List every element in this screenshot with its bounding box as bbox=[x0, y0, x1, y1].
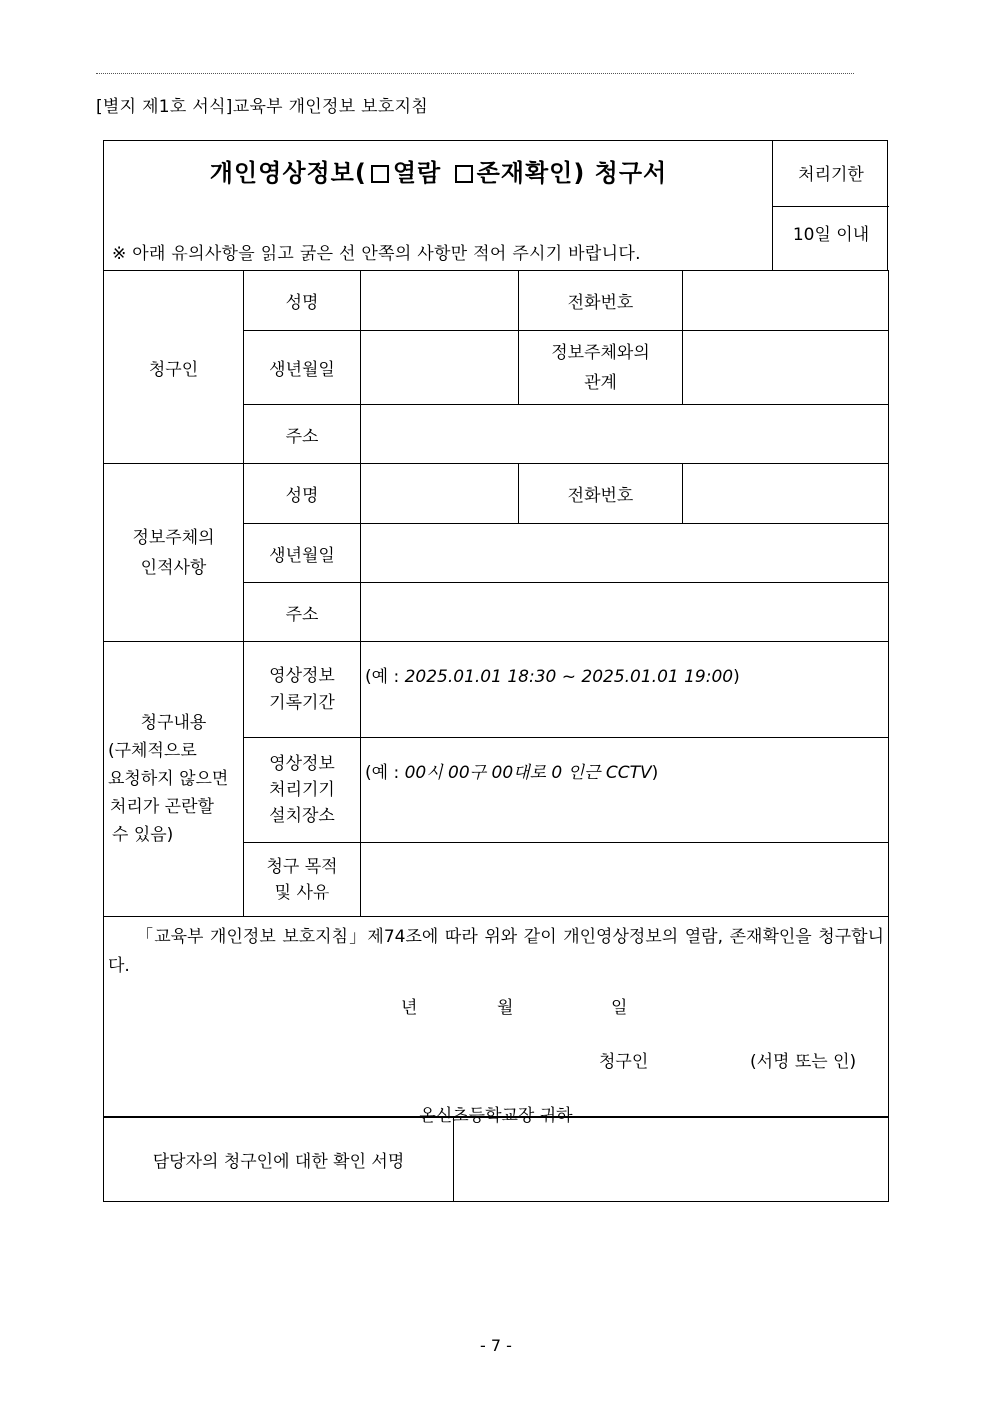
page-number: - 7 - bbox=[480, 1336, 512, 1355]
top-dotted-rule bbox=[96, 73, 854, 74]
period-label-line1: 영상정보 bbox=[269, 665, 335, 686]
addressee: 온신초등학교장 귀하 bbox=[419, 1106, 573, 1126]
requester-address-label: 주소 bbox=[244, 405, 361, 464]
location-label bbox=[244, 738, 361, 843]
option-existence-label: 존재확인) bbox=[476, 159, 586, 187]
option-view-label: 열람 bbox=[392, 159, 442, 187]
subject-phone-label: 전화번호 bbox=[519, 464, 683, 524]
requester-name-label: 성명 bbox=[244, 271, 361, 331]
day-label: 일 bbox=[611, 998, 628, 1018]
location-field[interactable] bbox=[361, 738, 889, 843]
relation-label-line2: 관계 bbox=[584, 372, 617, 393]
location-example-text: 00시 00구 00대로 0 인근 CCTV bbox=[404, 763, 652, 783]
processing-deadline bbox=[772, 141, 889, 270]
location-example-suffix: ) bbox=[651, 763, 659, 783]
form-title bbox=[104, 153, 773, 188]
period-label bbox=[244, 642, 361, 738]
subject-name-label: 성명 bbox=[244, 464, 361, 524]
subject-birth-field[interactable] bbox=[361, 524, 889, 583]
relation-label-line1: 정보주체와의 bbox=[551, 342, 650, 363]
period-label-line2: 기록기간 bbox=[269, 692, 335, 713]
declaration-text: 「교육부 개인정보 보호지침」제74조에 따라 위와 같이 개인영상정보의 열람, 존재확인을 청구합니다. bbox=[108, 927, 884, 976]
verification-label: 담당자의 청구인에 대한 확인 서명 bbox=[104, 1117, 454, 1202]
title-block bbox=[103, 140, 888, 271]
requester-relation-field[interactable] bbox=[683, 331, 889, 405]
subject-address-label: 주소 bbox=[244, 583, 361, 642]
request-section-line3: 요청하지 않으면 bbox=[108, 769, 229, 789]
subject-address-field[interactable] bbox=[361, 583, 889, 642]
view-checkbox[interactable] bbox=[371, 165, 389, 183]
subject-name-field[interactable] bbox=[361, 464, 519, 524]
month-label: 월 bbox=[497, 998, 514, 1018]
instruction-note: ※ 아래 유의사항을 읽고 굵은 선 안쪽의 사항만 적어 주시기 바랍니다. bbox=[112, 244, 641, 264]
location-label-line1: 영상정보 bbox=[269, 754, 335, 774]
request-section-label bbox=[104, 642, 244, 917]
requester-address-field[interactable] bbox=[361, 405, 889, 464]
requester-phone-label: 전화번호 bbox=[519, 271, 683, 331]
verification-table bbox=[103, 1116, 889, 1202]
subject-phone-field[interactable] bbox=[683, 464, 889, 524]
subject-section-label bbox=[104, 464, 244, 642]
subject-birth-label: 생년월일 bbox=[244, 524, 361, 583]
requester-section-label: 청구인 bbox=[104, 271, 244, 464]
location-label-line2: 처리기기 bbox=[269, 780, 335, 800]
request-section-line1: 청구내용 bbox=[140, 713, 207, 733]
period-field[interactable] bbox=[361, 642, 889, 738]
period-example-suffix: ) bbox=[733, 667, 740, 687]
purpose-label-line1: 청구 목적 bbox=[266, 856, 338, 877]
purpose-label bbox=[244, 843, 361, 917]
purpose-label-line2: 및 사유 bbox=[274, 882, 330, 903]
request-form-table bbox=[103, 270, 889, 1126]
subject-section-line1: 정보주체의 bbox=[132, 527, 215, 548]
signature-field[interactable]: (서명 또는 인) bbox=[750, 1052, 857, 1072]
title-prefix: 개인영상정보( bbox=[209, 159, 367, 187]
existence-checkbox[interactable] bbox=[455, 165, 473, 183]
requester-phone-field[interactable] bbox=[683, 271, 889, 331]
location-label-line3: 설치장소 bbox=[269, 806, 335, 826]
period-example-text: 2025.01.01 18:30 ~ 2025.01.01 19:00 bbox=[404, 667, 734, 687]
deadline-label: 처리기한 bbox=[773, 141, 889, 207]
location-example-prefix: (예 : bbox=[365, 763, 405, 783]
signer-label: 청구인 bbox=[599, 1052, 649, 1072]
requester-birth-field[interactable] bbox=[361, 331, 519, 405]
deadline-value: 10일 이내 bbox=[792, 225, 870, 245]
title-suffix: 청구서 bbox=[594, 159, 668, 187]
verification-signature-field[interactable] bbox=[454, 1117, 889, 1202]
requester-birth-label: 생년월일 bbox=[244, 331, 361, 405]
request-section-line5: 수 있음) bbox=[112, 825, 174, 845]
requester-relation-label bbox=[519, 331, 683, 405]
year-label: 년 bbox=[401, 998, 418, 1018]
purpose-field[interactable] bbox=[361, 843, 889, 917]
subject-section-line2: 인적사항 bbox=[140, 557, 207, 578]
request-section-line4: 처리가 곤란할 bbox=[110, 797, 214, 817]
form-number-label: [별지 제1호 서식]교육부 개인정보 보호지침 bbox=[96, 97, 429, 117]
declaration-block bbox=[104, 917, 889, 1126]
request-section-line2: (구체적으로 bbox=[108, 741, 197, 761]
requester-name-field[interactable] bbox=[361, 271, 519, 331]
period-example-prefix: (예 : bbox=[365, 667, 405, 687]
